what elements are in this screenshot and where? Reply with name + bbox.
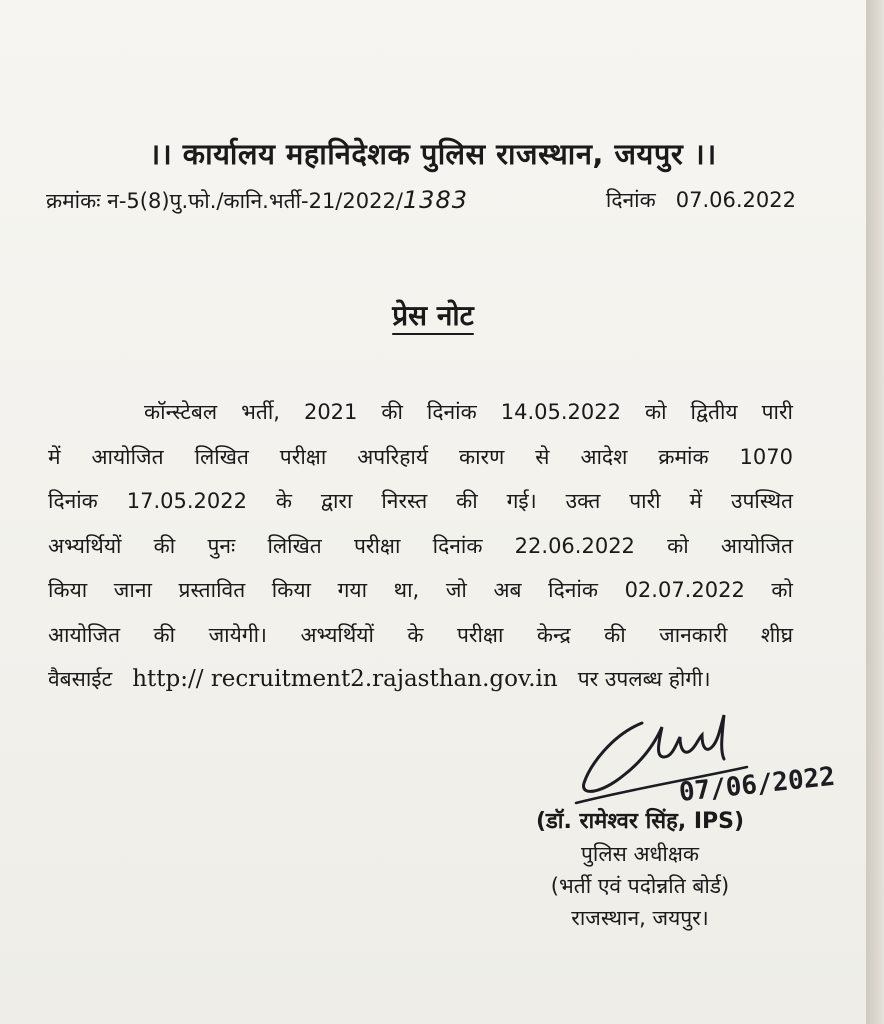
- press-note-title-text: प्रेस नोट: [392, 299, 474, 332]
- signatory-block: [470, 806, 810, 934]
- body-line: किया जाना प्रस्तावित किया गया था, जो अब दिनांक 02.07.2022 को: [48, 578, 793, 602]
- handwritten-signature: [572, 705, 842, 810]
- body-line: अभ्यर्थियों की पुनः लिखित परीक्षा दिनांक 22.06.2022 को आयोजित: [48, 533, 793, 558]
- website-url: http:// recruitment2.rajasthan.gov.in: [132, 666, 558, 692]
- press-note-body: [48, 390, 793, 702]
- issue-date: [606, 186, 796, 214]
- date-value: 07.06.2022: [675, 188, 796, 212]
- website-suffix: पर उपलब्ध होगी।: [577, 667, 711, 691]
- body-line: में आयोजित लिखित परीक्षा अपरिहार्य कारण से आदेश क्रमांक 1070: [48, 444, 793, 469]
- body-line: कॉन्स्टेबल भर्ती, 2021 की दिनांक 14.05.2022 को द्वितीय पारी: [144, 400, 793, 424]
- date-label: दिनांक: [605, 188, 656, 212]
- office-heading: ।। कार्यालय महानिदेशक पुलिस राजस्थान, जयपुर ।।: [149, 137, 717, 171]
- website-prefix: वैबसाईट: [48, 667, 113, 691]
- signatory-designation: पुलिस अधीक्षक: [580, 842, 700, 866]
- body-line: दिनांक 17.05.2022 के द्वारा निरस्त की गई। उक्त पारी में उपस्थित: [48, 489, 793, 513]
- signatory-board: (भर्ती एवं पदोन्नति बोर्ड): [550, 874, 730, 898]
- signature-date: 07/06/2022: [677, 761, 837, 808]
- reference-prefix: क्रमांकः न-5(8)पु.फो./कानि.भर्ती-21/2022/: [46, 189, 403, 213]
- signatory-name: (डॉ. रामेश्वर सिंह, IPS): [535, 809, 745, 834]
- press-note-title: [0, 296, 866, 334]
- body-line-website: [48, 657, 793, 702]
- page-edge: [866, 0, 884, 1024]
- signatory-location: राजस्थान, जयपुर।: [571, 906, 709, 930]
- reference-line: [46, 186, 796, 215]
- body-line: आयोजित की जायेगी। अभ्यर्थियों के परीक्षा केन्द्र की जानकारी शीघ्र: [48, 622, 793, 647]
- reference-number: 1383: [402, 186, 468, 214]
